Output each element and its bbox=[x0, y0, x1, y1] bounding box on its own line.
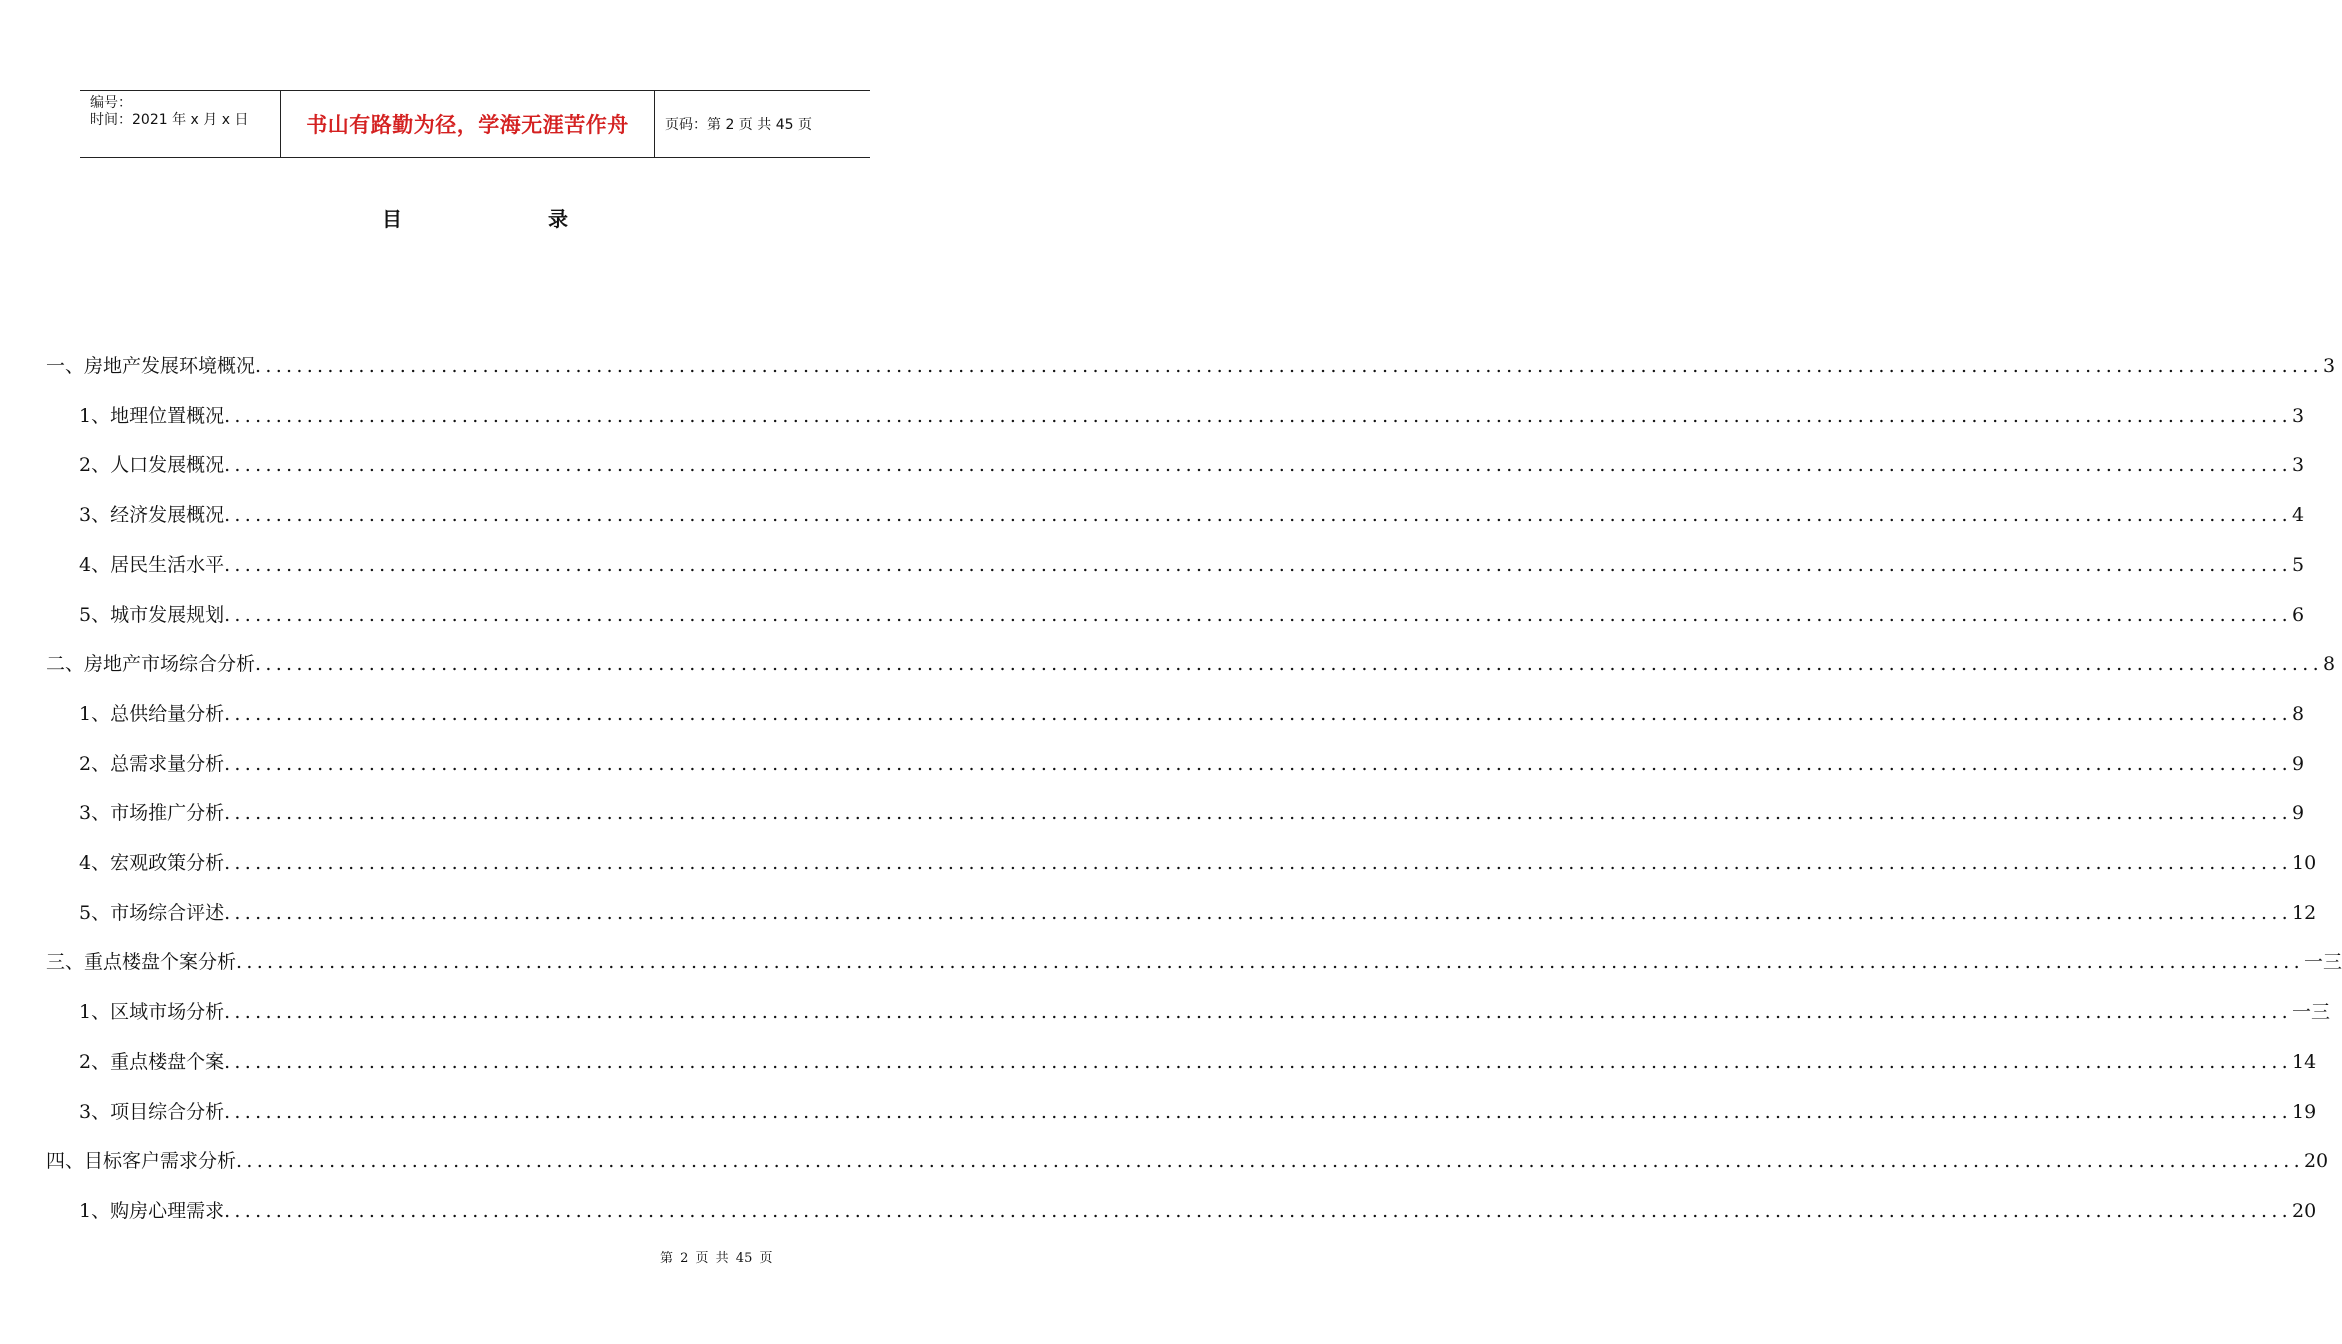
toc-entry[interactable] bbox=[46, 1144, 2329, 1178]
toc-leader-dots: ........................................................................................................................................................................................................ bbox=[224, 802, 2293, 825]
toc-leader-dots: ........................................................................................................................................................................................................ bbox=[224, 454, 2293, 477]
toc-entry-page: 10 bbox=[2292, 852, 2317, 874]
toc-entry[interactable] bbox=[79, 548, 2305, 582]
toc-leader-dots: ........................................................................................................................................................................................................ bbox=[224, 1050, 2293, 1073]
toc-entry[interactable] bbox=[79, 448, 2305, 482]
toc-title-left: 目 bbox=[382, 207, 402, 231]
toc-entry-page: 9 bbox=[2292, 802, 2305, 825]
toc-entry-text: 二、房地产市场综合分析 bbox=[46, 653, 256, 676]
toc-leader-dots: ........................................................................................................................................................................................................ bbox=[224, 404, 2293, 427]
toc-leader-dots: ........................................................................................................................................................................................................ bbox=[255, 355, 2323, 377]
toc-entry[interactable] bbox=[79, 1095, 2317, 1129]
toc-entry-text: 1、地理位置概况 bbox=[79, 404, 225, 427]
toc-leader-dots: ........................................................................................................................................................................................................ bbox=[236, 1150, 2304, 1173]
toc-entry-text: 1、区域市场分析 bbox=[79, 1001, 225, 1024]
toc-leader-dots: ........................................................................................................................................................................................................ bbox=[255, 653, 2323, 676]
toc-entry[interactable] bbox=[79, 896, 2317, 930]
toc-entry[interactable] bbox=[79, 846, 2317, 880]
toc-entry-page: 20 bbox=[2292, 1199, 2317, 1222]
toc-entry[interactable] bbox=[79, 498, 2305, 532]
toc-leader-dots: ........................................................................................................................................................................................................ bbox=[224, 1001, 2293, 1024]
header-page-info: 页码：第 2 页 共 45 页 bbox=[665, 117, 812, 133]
toc-entry[interactable] bbox=[79, 1045, 2317, 1079]
toc-entry-page: 3 bbox=[2292, 404, 2305, 427]
toc-leader-dots: ........................................................................................................................................................................................................ bbox=[224, 1199, 2293, 1222]
header-motto: 书山有路勤为径，学海无涯苦作舟 bbox=[281, 91, 655, 157]
toc-entry-text: 3、项目综合分析 bbox=[79, 1100, 225, 1123]
toc-title-right: 录 bbox=[548, 207, 568, 231]
toc-entry[interactable] bbox=[79, 995, 2331, 1029]
toc-entry-page: 6 bbox=[2292, 603, 2305, 626]
toc-entry[interactable] bbox=[79, 399, 2305, 433]
toc-entry-text: 3、市场推广分析 bbox=[79, 802, 225, 825]
toc-entry-page: 12 bbox=[2292, 901, 2317, 924]
toc-leader-dots: ........................................................................................................................................................................................................ bbox=[224, 852, 2293, 874]
toc-entry-page: 一三 bbox=[2303, 951, 2342, 974]
page-header bbox=[80, 90, 870, 158]
doc-time: 时间：2021 年 x 月 x 日 bbox=[90, 112, 249, 128]
toc-entry-page: 8 bbox=[2292, 702, 2305, 725]
toc-entry-page: 5 bbox=[2292, 553, 2305, 576]
toc-leader-dots: ........................................................................................................................................................................................................ bbox=[224, 603, 2293, 626]
toc-entry-text: 5、城市发展规划 bbox=[79, 603, 225, 626]
toc-leader-dots: ........................................................................................................................................................................................................ bbox=[224, 702, 2293, 725]
toc-entry-page: 8 bbox=[2322, 653, 2336, 676]
toc-entry-page: 3 bbox=[2292, 454, 2305, 477]
toc-leader-dots: ........................................................................................................................................................................................................ bbox=[224, 752, 2293, 775]
toc-entry-page: 14 bbox=[2292, 1050, 2317, 1073]
toc-leader-dots: ........................................................................................................................................................................................................ bbox=[224, 901, 2293, 924]
header-meta bbox=[80, 91, 281, 157]
toc-entry-text: 5、市场综合评述 bbox=[79, 901, 225, 924]
toc-entry-text: 三、重点楼盘个案分析 bbox=[46, 951, 237, 974]
toc-entry-page: 一三 bbox=[2292, 1001, 2331, 1024]
toc-entry[interactable] bbox=[46, 647, 2336, 681]
toc-entry-text: 一、房地产发展环境概况 bbox=[46, 355, 256, 377]
toc-entry-page: 3 bbox=[2322, 355, 2336, 377]
toc-entry[interactable] bbox=[79, 1194, 2317, 1228]
toc-leader-dots: ........................................................................................................................................................................................................ bbox=[224, 1100, 2293, 1123]
toc-title bbox=[0, 203, 950, 233]
toc-entry-page: 19 bbox=[2292, 1100, 2317, 1123]
toc-entry-text: 4、宏观政策分析 bbox=[79, 852, 225, 874]
doc-number: 编号： bbox=[90, 95, 132, 111]
toc-entry-text: 4、居民生活水平 bbox=[79, 553, 225, 576]
toc-leader-dots: ........................................................................................................................................................................................................ bbox=[224, 504, 2293, 527]
toc-entry-text: 2、人口发展概况 bbox=[79, 454, 225, 477]
toc-leader-dots: ........................................................................................................................................................................................................ bbox=[224, 553, 2293, 576]
toc-entry[interactable] bbox=[79, 598, 2305, 632]
toc-entry-page: 20 bbox=[2303, 1150, 2329, 1173]
toc-entry[interactable] bbox=[79, 697, 2305, 731]
toc-entry-text: 3、经济发展概况 bbox=[79, 504, 225, 527]
toc-entry-text: 2、总需求量分析 bbox=[79, 752, 225, 775]
toc-entry-text: 1、购房心理需求 bbox=[79, 1199, 225, 1222]
toc-entry[interactable] bbox=[79, 796, 2305, 830]
toc-entry-page: 4 bbox=[2292, 504, 2305, 527]
toc-leader-dots: ........................................................................................................................................................................................................ bbox=[236, 951, 2304, 974]
toc-entry-text: 四、目标客户需求分析 bbox=[46, 1150, 237, 1173]
page-footer: 第 2 页 共 45 页 bbox=[660, 1251, 773, 1266]
toc-entry-page: 9 bbox=[2292, 752, 2305, 775]
toc-entry[interactable] bbox=[79, 747, 2305, 781]
toc-entry[interactable] bbox=[46, 945, 2342, 979]
toc-entry-text: 1、总供给量分析 bbox=[79, 702, 225, 725]
toc-entry-text: 2、重点楼盘个案 bbox=[79, 1050, 225, 1073]
toc-entry[interactable] bbox=[46, 349, 2336, 383]
